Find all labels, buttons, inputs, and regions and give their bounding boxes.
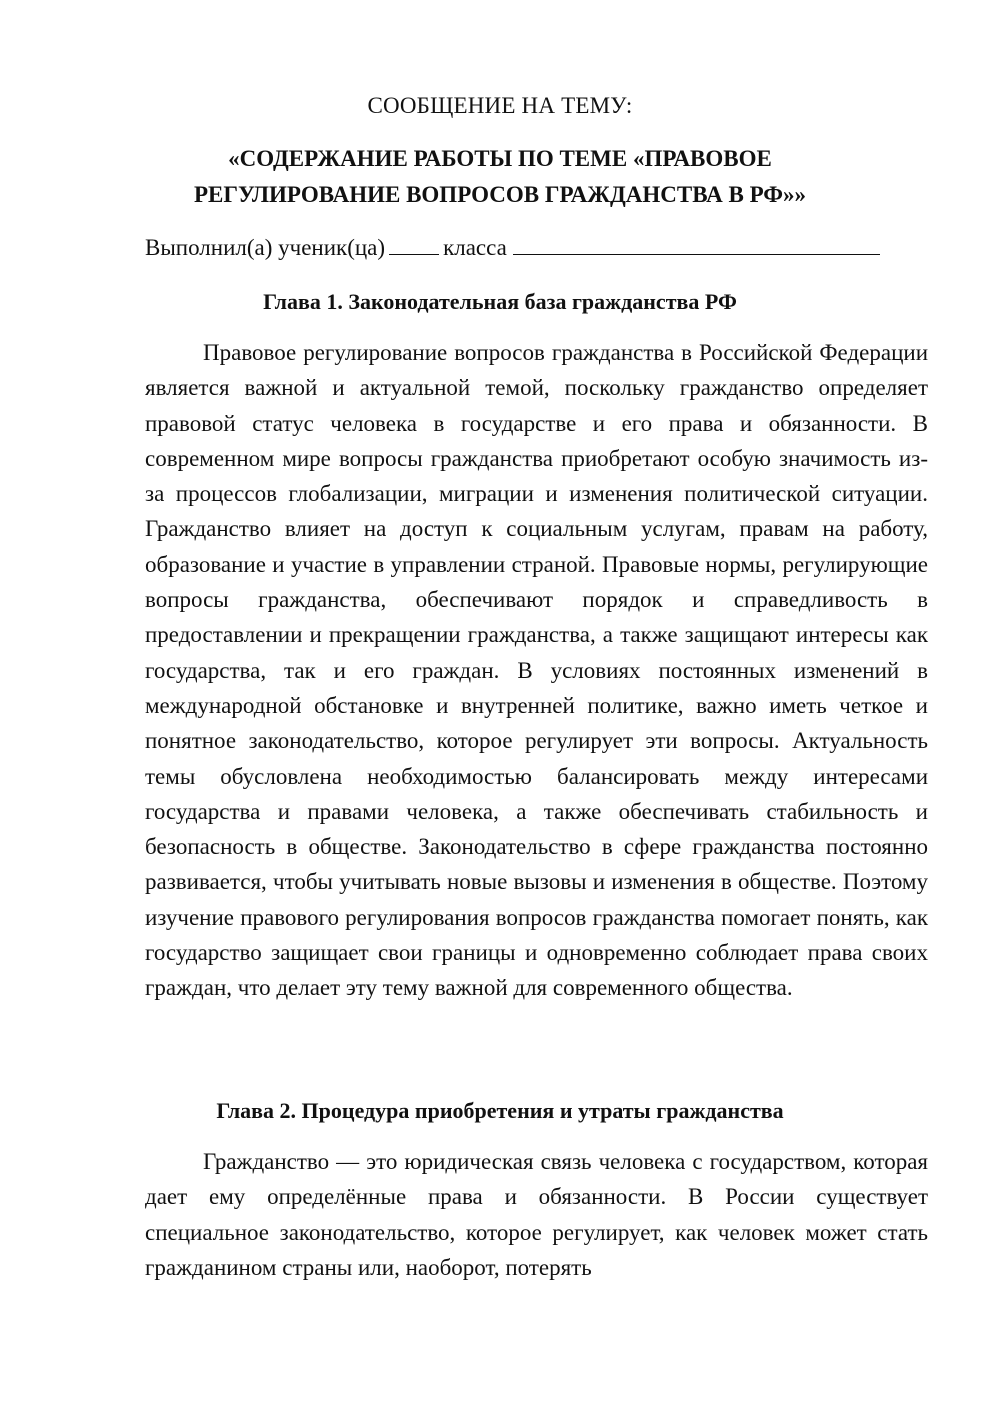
chapter-2-paragraph: Гражданство — это юридическая связь человека с государством, которая дает ему определённые права и обязанности. В России существует специальное законодательство, которое регулирует, как человек может стать гражданином страны или, наоборот, потерять	[145, 1149, 928, 1280]
class-label: класса	[443, 235, 507, 260]
chapter-1-paragraph: Правовое регулирование вопросов гражданства в Российской Федерации является важной и актуальной темой, поскольку гражданство определяет правовой статус человека в государстве и его права и обязанности. В современном мире вопросы гражданства приобретают особую значимость из-за процессов глобализации, миграции и изменения политической ситуации. Гражданство влияет на доступ к социальным услугам, правам на работу, образование и участие в управлении страной. Правовые нормы, регулирующие вопросы гражданства, обеспечивают порядок и справедливость в предоставлении и прекращении гражданства, а также защищают интересы как государства, так и его граждан. В условиях постоянных изменений в международной обстановке и внутренней политике, важно иметь четкое и понятное законодательство, которое регулирует эти вопросы. Актуальность темы обусловлена необходимостью балансировать между интересами государства и правами человека, а также обеспечивать стабильность и безопасность в обществе. Законодательство в сфере гражданства постоянно развивается, чтобы учитывать новые вызовы и изменения в обществе. Поэтому изучение правового регулирования вопросов гражданства помогает понять, как государство защищает свои границы и одновременно соблюдает права своих граждан, что делает эту тему важной для современного общества.	[145, 340, 928, 1001]
student-name-blank	[513, 232, 880, 255]
chapter-1-heading: Глава 1. Законодательная база гражданства РФ	[263, 289, 737, 314]
class-number-blank	[389, 232, 439, 255]
performer-label: Выполнил(а) ученик(ца)	[145, 235, 386, 260]
chapter-2-heading: Глава 2. Процедура приобретения и утраты гражданства	[216, 1098, 784, 1123]
document-title: «СОДЕРЖАНИЕ РАБОТЫ ПО ТЕМЕ «ПРАВОВОЕ РЕГУЛИРОВАНИЕ ВОПРОСОВ ГРАЖДАНСТВА В РФ»»	[194, 146, 806, 207]
topic-line: СООБЩЕНИЕ НА ТЕМУ:	[367, 93, 633, 118]
performer-line	[145, 232, 880, 261]
